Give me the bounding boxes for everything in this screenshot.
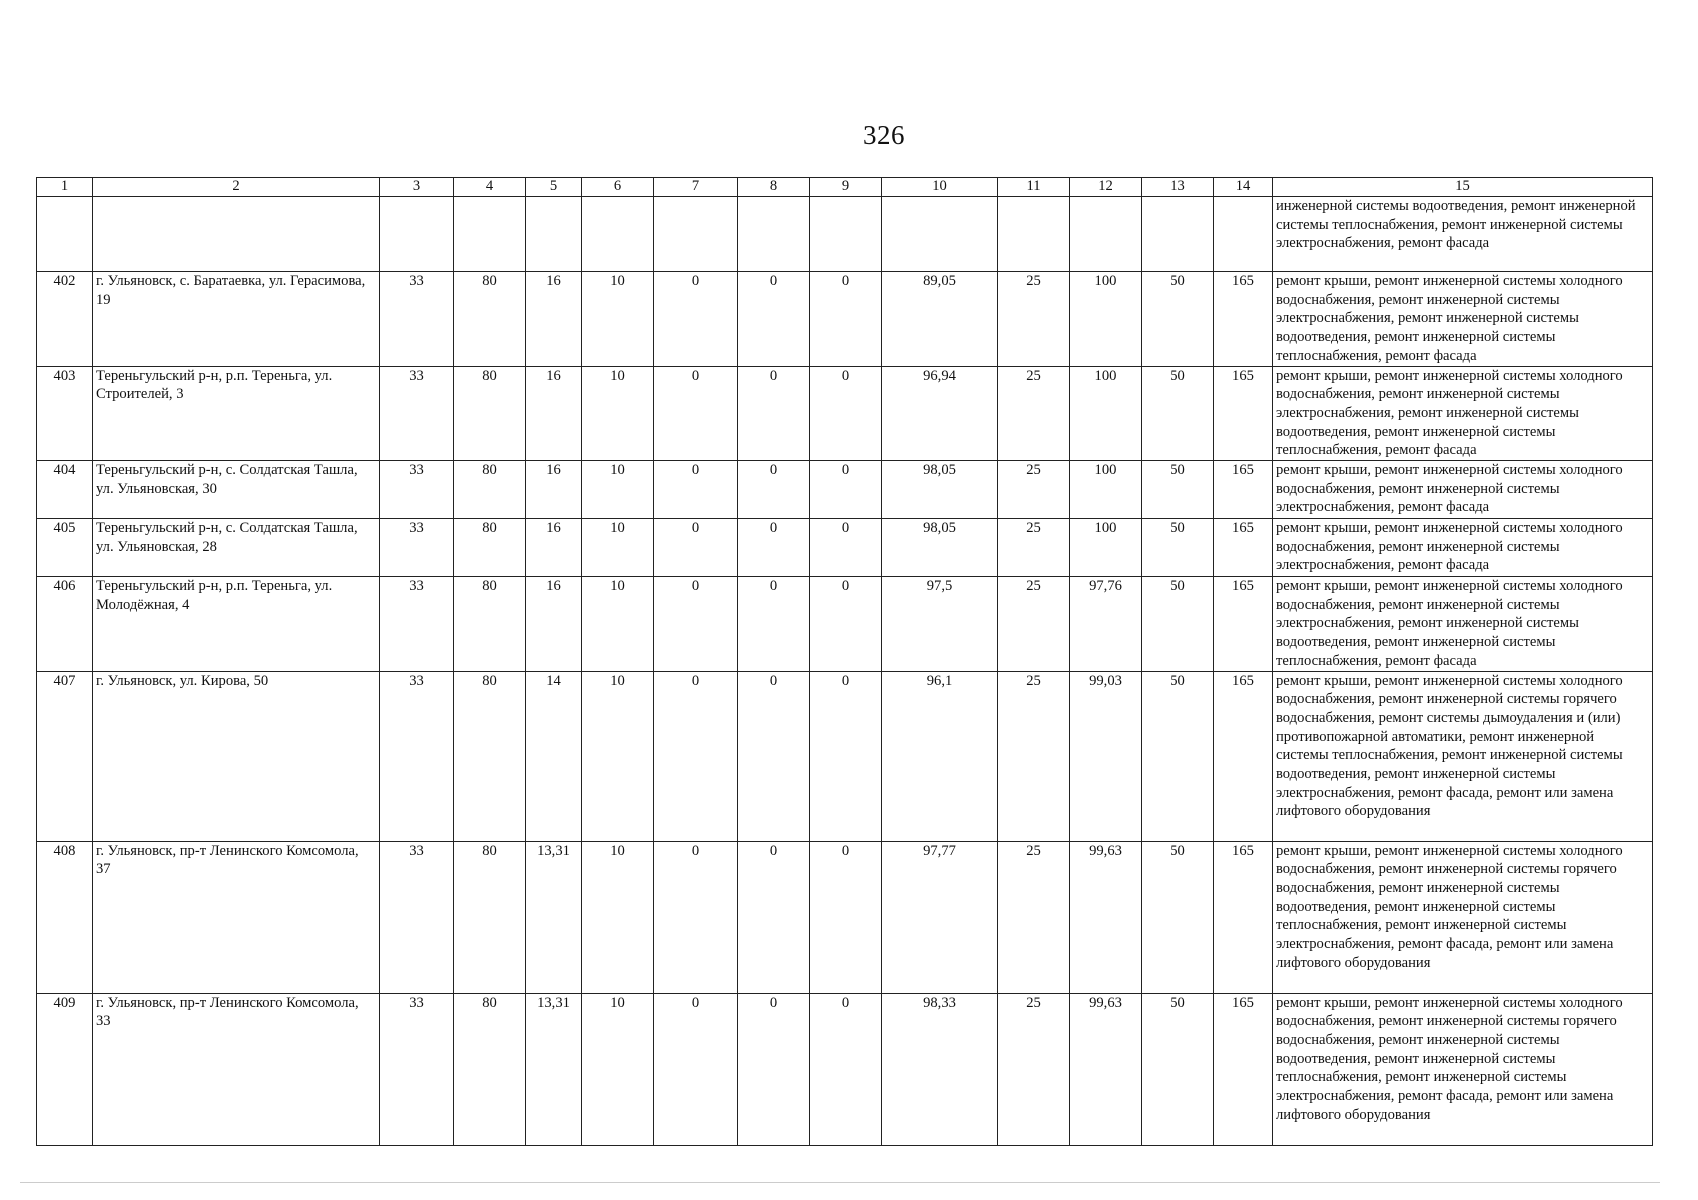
col-13-cell: 50 xyxy=(1142,671,1214,841)
col-5-cell: 16 xyxy=(526,366,582,461)
row-number-cell: 403 xyxy=(37,366,93,461)
col-6-cell: 10 xyxy=(582,671,654,841)
column-header: 3 xyxy=(380,178,454,197)
work-types-cell: ремонт крыши, ремонт инженерной системы холодного водоснабжения, ремонт инженерной системы электроснабжения, ремонт инженерной системы водоотведения, ремонт инженерной системы теплоснабжения, ремонт фасада xyxy=(1273,577,1653,672)
col-3-cell xyxy=(380,197,454,272)
col-4-cell: 80 xyxy=(454,671,526,841)
column-header: 5 xyxy=(526,178,582,197)
col-10-cell: 98,33 xyxy=(882,993,998,1145)
col-3-cell: 33 xyxy=(380,366,454,461)
col-14-cell: 165 xyxy=(1214,519,1273,577)
col-4-cell: 80 xyxy=(454,461,526,519)
col-10-cell: 96,1 xyxy=(882,671,998,841)
col-7-cell: 0 xyxy=(654,993,738,1145)
col-8-cell: 0 xyxy=(738,519,810,577)
table-row xyxy=(37,841,1653,993)
table-row xyxy=(37,461,1653,519)
address-cell xyxy=(93,197,380,272)
column-header: 10 xyxy=(882,178,998,197)
work-types-cell: инженерной системы водоотведения, ремонт инженерной системы теплоснабжения, ремонт инженерной системы электроснабжения, ремонт фасада xyxy=(1273,197,1653,272)
row-number-cell xyxy=(37,197,93,272)
address-cell: Тереньгульский р-н, с. Солдатская Ташла, ул. Ульяновская, 30 xyxy=(93,461,380,519)
col-7-cell xyxy=(654,197,738,272)
col-8-cell: 0 xyxy=(738,577,810,672)
col-6-cell: 10 xyxy=(582,993,654,1145)
col-6-cell: 10 xyxy=(582,519,654,577)
col-12-cell: 97,76 xyxy=(1070,577,1142,672)
address-cell: г. Ульяновск, ул. Кирова, 50 xyxy=(93,671,380,841)
col-8-cell: 0 xyxy=(738,671,810,841)
column-header: 13 xyxy=(1142,178,1214,197)
col-4-cell: 80 xyxy=(454,841,526,993)
address-cell: Тереньгульский р-н, с. Солдатская Ташла, ул. Ульяновская, 28 xyxy=(93,519,380,577)
work-types-cell: ремонт крыши, ремонт инженерной системы холодного водоснабжения, ремонт инженерной системы электроснабжения, ремонт инженерной системы водоотведения, ремонт инженерной системы теплоснабжения, ремонт фасада xyxy=(1273,272,1653,367)
column-header: 15 xyxy=(1273,178,1653,197)
col-13-cell: 50 xyxy=(1142,577,1214,672)
col-9-cell xyxy=(810,197,882,272)
col-10-cell: 96,94 xyxy=(882,366,998,461)
work-types-cell: ремонт крыши, ремонт инженерной системы холодного водоснабжения, ремонт инженерной системы электроснабжения, ремонт инженерной системы водоотведения, ремонт инженерной системы теплоснабжения, ремонт фасада xyxy=(1273,366,1653,461)
col-10-cell xyxy=(882,197,998,272)
col-9-cell: 0 xyxy=(810,272,882,367)
row-number-cell: 409 xyxy=(37,993,93,1145)
col-7-cell: 0 xyxy=(654,671,738,841)
col-14-cell: 165 xyxy=(1214,366,1273,461)
column-header: 6 xyxy=(582,178,654,197)
col-5-cell: 16 xyxy=(526,519,582,577)
col-8-cell: 0 xyxy=(738,461,810,519)
col-5-cell: 16 xyxy=(526,577,582,672)
col-7-cell: 0 xyxy=(654,366,738,461)
table-row xyxy=(37,197,1653,272)
col-10-cell: 97,77 xyxy=(882,841,998,993)
column-header: 1 xyxy=(37,178,93,197)
col-13-cell xyxy=(1142,197,1214,272)
col-10-cell: 98,05 xyxy=(882,461,998,519)
col-4-cell: 80 xyxy=(454,577,526,672)
col-4-cell: 80 xyxy=(454,519,526,577)
address-cell: г. Ульяновск, пр-т Ленинского Комсомола, 37 xyxy=(93,841,380,993)
table-row xyxy=(37,366,1653,461)
work-types-cell: ремонт крыши, ремонт инженерной системы холодного водоснабжения, ремонт инженерной системы горячего водоснабжения, ремонт инженерной системы водоотведения, ремонт инженерной системы теплоснабжения, ремонт инженерной системы электроснабжения, ремонт фасада, ремонт или замена лифтового оборудования xyxy=(1273,993,1653,1145)
col-5-cell: 13,31 xyxy=(526,841,582,993)
col-13-cell: 50 xyxy=(1142,519,1214,577)
col-10-cell: 97,5 xyxy=(882,577,998,672)
col-8-cell: 0 xyxy=(738,366,810,461)
col-14-cell: 165 xyxy=(1214,461,1273,519)
work-types-cell: ремонт крыши, ремонт инженерной системы холодного водоснабжения, ремонт инженерной системы электроснабжения, ремонт фасада xyxy=(1273,519,1653,577)
address-cell: г. Ульяновск, с. Баратаевка, ул. Герасимова, 19 xyxy=(93,272,380,367)
col-14-cell: 165 xyxy=(1214,671,1273,841)
col-5-cell: 16 xyxy=(526,272,582,367)
col-12-cell: 100 xyxy=(1070,272,1142,367)
row-number-cell: 408 xyxy=(37,841,93,993)
scan-edge-line xyxy=(20,1182,1660,1183)
col-5-cell: 13,31 xyxy=(526,993,582,1145)
col-10-cell: 89,05 xyxy=(882,272,998,367)
col-7-cell: 0 xyxy=(654,841,738,993)
col-11-cell: 25 xyxy=(998,519,1070,577)
col-10-cell: 98,05 xyxy=(882,519,998,577)
col-5-cell: 16 xyxy=(526,461,582,519)
table-row xyxy=(37,519,1653,577)
col-7-cell: 0 xyxy=(654,577,738,672)
col-12-cell: 99,63 xyxy=(1070,993,1142,1145)
col-6-cell: 10 xyxy=(582,841,654,993)
col-14-cell: 165 xyxy=(1214,577,1273,672)
col-12-cell: 100 xyxy=(1070,366,1142,461)
col-11-cell: 25 xyxy=(998,577,1070,672)
col-12-cell: 100 xyxy=(1070,461,1142,519)
col-11-cell: 25 xyxy=(998,461,1070,519)
data-table xyxy=(36,177,1653,1146)
col-13-cell: 50 xyxy=(1142,841,1214,993)
col-8-cell: 0 xyxy=(738,841,810,993)
col-13-cell: 50 xyxy=(1142,272,1214,367)
col-3-cell: 33 xyxy=(380,272,454,367)
address-cell: Тереньгульский р-н, р.п. Тереньга, ул. Строителей, 3 xyxy=(93,366,380,461)
col-7-cell: 0 xyxy=(654,461,738,519)
col-6-cell: 10 xyxy=(582,577,654,672)
col-14-cell: 165 xyxy=(1214,841,1273,993)
col-9-cell: 0 xyxy=(810,366,882,461)
col-4-cell xyxy=(454,197,526,272)
col-9-cell: 0 xyxy=(810,671,882,841)
col-11-cell: 25 xyxy=(998,671,1070,841)
col-9-cell: 0 xyxy=(810,519,882,577)
col-12-cell xyxy=(1070,197,1142,272)
table-row xyxy=(37,993,1653,1145)
row-number-cell: 404 xyxy=(37,461,93,519)
col-11-cell: 25 xyxy=(998,366,1070,461)
col-7-cell: 0 xyxy=(654,519,738,577)
column-header: 8 xyxy=(738,178,810,197)
column-header: 9 xyxy=(810,178,882,197)
col-13-cell: 50 xyxy=(1142,461,1214,519)
col-12-cell: 99,03 xyxy=(1070,671,1142,841)
column-header: 4 xyxy=(454,178,526,197)
col-14-cell xyxy=(1214,197,1273,272)
col-13-cell: 50 xyxy=(1142,366,1214,461)
table-row xyxy=(37,671,1653,841)
col-6-cell: 10 xyxy=(582,366,654,461)
col-4-cell: 80 xyxy=(454,366,526,461)
col-11-cell xyxy=(998,197,1070,272)
col-11-cell: 25 xyxy=(998,993,1070,1145)
col-3-cell: 33 xyxy=(380,519,454,577)
row-number-cell: 402 xyxy=(37,272,93,367)
col-5-cell xyxy=(526,197,582,272)
col-12-cell: 99,63 xyxy=(1070,841,1142,993)
col-3-cell: 33 xyxy=(380,671,454,841)
address-cell: Тереньгульский р-н, р.п. Тереньга, ул. Молодёжная, 4 xyxy=(93,577,380,672)
col-3-cell: 33 xyxy=(380,993,454,1145)
col-11-cell: 25 xyxy=(998,841,1070,993)
work-types-cell: ремонт крыши, ремонт инженерной системы холодного водоснабжения, ремонт инженерной системы горячего водоснабжения, ремонт системы дымоудаления и (или) противопожарной автоматики, ремонт инженерной системы теплоснабжения, ремонт инженерной системы водоотведения, ремонт инженерной системы электроснабжения, ремонт фасада, ремонт или замена лифтового оборудования xyxy=(1273,671,1653,841)
column-header: 14 xyxy=(1214,178,1273,197)
col-14-cell: 165 xyxy=(1214,993,1273,1145)
address-cell: г. Ульяновск, пр-т Ленинского Комсомола, 33 xyxy=(93,993,380,1145)
col-7-cell: 0 xyxy=(654,272,738,367)
row-number-cell: 407 xyxy=(37,671,93,841)
col-4-cell: 80 xyxy=(454,272,526,367)
work-types-cell: ремонт крыши, ремонт инженерной системы холодного водоснабжения, ремонт инженерной системы горячего водоснабжения, ремонт инженерной системы водоотведения, ремонт инженерной системы теплоснабжения, ремонт инженерной системы электроснабжения, ремонт фасада, ремонт или замена лифтового оборудования xyxy=(1273,841,1653,993)
column-header: 7 xyxy=(654,178,738,197)
col-4-cell: 80 xyxy=(454,993,526,1145)
row-number-cell: 405 xyxy=(37,519,93,577)
col-3-cell: 33 xyxy=(380,577,454,672)
page-number: 326 xyxy=(863,120,905,150)
table-row xyxy=(37,272,1653,367)
col-14-cell: 165 xyxy=(1214,272,1273,367)
col-9-cell: 0 xyxy=(810,461,882,519)
col-9-cell: 0 xyxy=(810,841,882,993)
work-types-cell: ремонт крыши, ремонт инженерной системы холодного водоснабжения, ремонт инженерной системы электроснабжения, ремонт фасада xyxy=(1273,461,1653,519)
col-6-cell: 10 xyxy=(582,461,654,519)
col-9-cell: 0 xyxy=(810,993,882,1145)
col-3-cell: 33 xyxy=(380,841,454,993)
col-8-cell: 0 xyxy=(738,272,810,367)
column-header: 2 xyxy=(93,178,380,197)
col-6-cell: 10 xyxy=(582,272,654,367)
col-3-cell: 33 xyxy=(380,461,454,519)
column-header: 11 xyxy=(998,178,1070,197)
row-number-cell: 406 xyxy=(37,577,93,672)
col-13-cell: 50 xyxy=(1142,993,1214,1145)
column-header: 12 xyxy=(1070,178,1142,197)
header-row xyxy=(37,178,1653,197)
col-8-cell xyxy=(738,197,810,272)
col-9-cell: 0 xyxy=(810,577,882,672)
col-12-cell: 100 xyxy=(1070,519,1142,577)
table-row xyxy=(37,577,1653,672)
col-11-cell: 25 xyxy=(998,272,1070,367)
col-5-cell: 14 xyxy=(526,671,582,841)
col-6-cell xyxy=(582,197,654,272)
col-8-cell: 0 xyxy=(738,993,810,1145)
